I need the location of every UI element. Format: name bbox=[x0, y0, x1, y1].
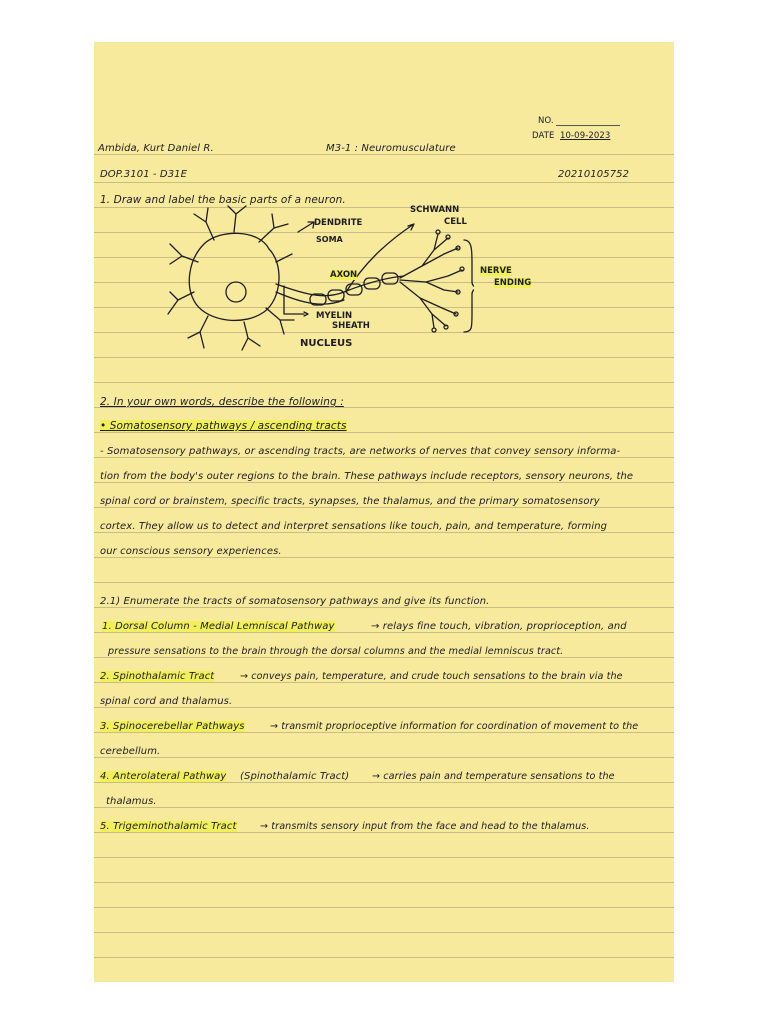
rule-line bbox=[94, 357, 674, 358]
date-value: 10-09-2023 bbox=[560, 131, 611, 141]
section-code: DOP.3101 - D31E bbox=[100, 169, 188, 180]
tract-3-cont: cerebellum. bbox=[100, 746, 161, 757]
rule-line bbox=[94, 507, 674, 508]
tract-1-name: 1. Dorsal Column - Medial Lemniscal Pathway bbox=[102, 621, 335, 632]
tract-4-desc: → carries pain and temperature sensations to the bbox=[372, 771, 615, 782]
question-2: 2. In your own words, describe the following : bbox=[100, 396, 344, 408]
rule-line bbox=[94, 382, 674, 383]
question-2-1: 2.1) Enumerate the tracts of somatosensory pathways and give its function. bbox=[100, 596, 490, 607]
rule-line bbox=[94, 832, 674, 833]
label-sheath: SHEATH bbox=[332, 321, 370, 331]
rule-line bbox=[94, 857, 674, 858]
rule-line bbox=[94, 957, 674, 958]
rule-line bbox=[94, 682, 674, 683]
module-title: M3-1 : Neuromusculature bbox=[326, 143, 456, 154]
label-dendrite: DENDRITE bbox=[314, 218, 363, 228]
rule-line bbox=[94, 182, 674, 183]
rule-line bbox=[94, 482, 674, 483]
date-label: DATE bbox=[532, 131, 555, 141]
rule-line bbox=[94, 807, 674, 808]
q2-answer-line-3: spinal cord or brainstem, specific tracts, synapses, the thalamus, and the primary somatosensory bbox=[100, 496, 600, 507]
no-label: NO. bbox=[538, 116, 554, 126]
tract-3-desc: → transmit proprioceptive information for coordination of movement to the bbox=[270, 721, 639, 732]
rule-line bbox=[94, 707, 674, 708]
q2-answer-line-1: - Somatosensory pathways, or ascending tracts, are networks of nerves that convey sensory informa- bbox=[100, 446, 621, 457]
tract-3-name: 3. Spinocerebellar Pathways bbox=[100, 721, 245, 732]
rule-line bbox=[94, 782, 674, 783]
rule-line bbox=[94, 632, 674, 633]
label-ending: ENDING bbox=[494, 278, 532, 288]
rule-line bbox=[94, 154, 674, 155]
label-nucleus: NUCLEUS bbox=[300, 338, 353, 349]
rule-line bbox=[94, 657, 674, 658]
rule-line bbox=[94, 757, 674, 758]
q2-answer-line-2: tion from the body's outer regions to the brain. These pathways include receptors, sensory neurons, the bbox=[100, 471, 634, 482]
q2-bullet-topic: • Somatosensory pathways / ascending tracts bbox=[100, 420, 347, 432]
label-cell: CELL bbox=[444, 217, 467, 227]
label-soma: SOMA bbox=[316, 235, 343, 244]
q2-answer-line-4: cortex. They allow us to detect and interpret sensations like touch, pain, and temperature, forming bbox=[100, 521, 608, 532]
tract-5-desc: → transmits sensory input from the face and head to the thalamus. bbox=[260, 821, 590, 832]
tract-2-cont: spinal cord and thalamus. bbox=[100, 696, 233, 707]
student-name: Ambida, Kurt Daniel R. bbox=[98, 143, 214, 154]
rule-line bbox=[94, 607, 674, 608]
tract-2-name: 2. Spinothalamic Tract bbox=[100, 671, 215, 682]
rule-line bbox=[94, 532, 674, 533]
student-id: 20210105752 bbox=[558, 169, 630, 180]
tract-4-name: 4. Anterolateral Pathway bbox=[100, 771, 227, 782]
label-nerve: NERVE bbox=[480, 266, 512, 276]
rule-line bbox=[94, 582, 674, 583]
tract-1-cont: pressure sensations to the brain through the dorsal columns and the medial lemniscus tract. bbox=[108, 646, 564, 657]
no-blank-line bbox=[556, 125, 620, 126]
tract-4-paren: (Spinothalamic Tract) bbox=[240, 771, 350, 782]
rule-line bbox=[94, 457, 674, 458]
tract-4-cont: thalamus. bbox=[106, 796, 157, 807]
rule-line bbox=[94, 882, 674, 883]
rule-line bbox=[94, 732, 674, 733]
q2-answer-line-5: our conscious sensory experiences. bbox=[100, 546, 282, 557]
rule-line bbox=[94, 907, 674, 908]
tract-5-name: 5. Trigeminothalamic Tract bbox=[100, 821, 237, 832]
notebook-paper bbox=[94, 42, 674, 982]
label-schwann: SCHWANN bbox=[410, 205, 460, 215]
rule-line bbox=[94, 557, 674, 558]
question-1: 1. Draw and label the basic parts of a neuron. bbox=[100, 194, 346, 206]
label-axon: AXON bbox=[330, 270, 358, 280]
rule-line bbox=[94, 932, 674, 933]
label-myelin: MYELIN bbox=[316, 311, 353, 321]
rule-line bbox=[94, 432, 674, 433]
tract-2-desc: → conveys pain, temperature, and crude touch sensations to the brain via the bbox=[240, 671, 623, 682]
tract-1-desc: → relays fine touch, vibration, proprioception, and bbox=[371, 621, 627, 632]
